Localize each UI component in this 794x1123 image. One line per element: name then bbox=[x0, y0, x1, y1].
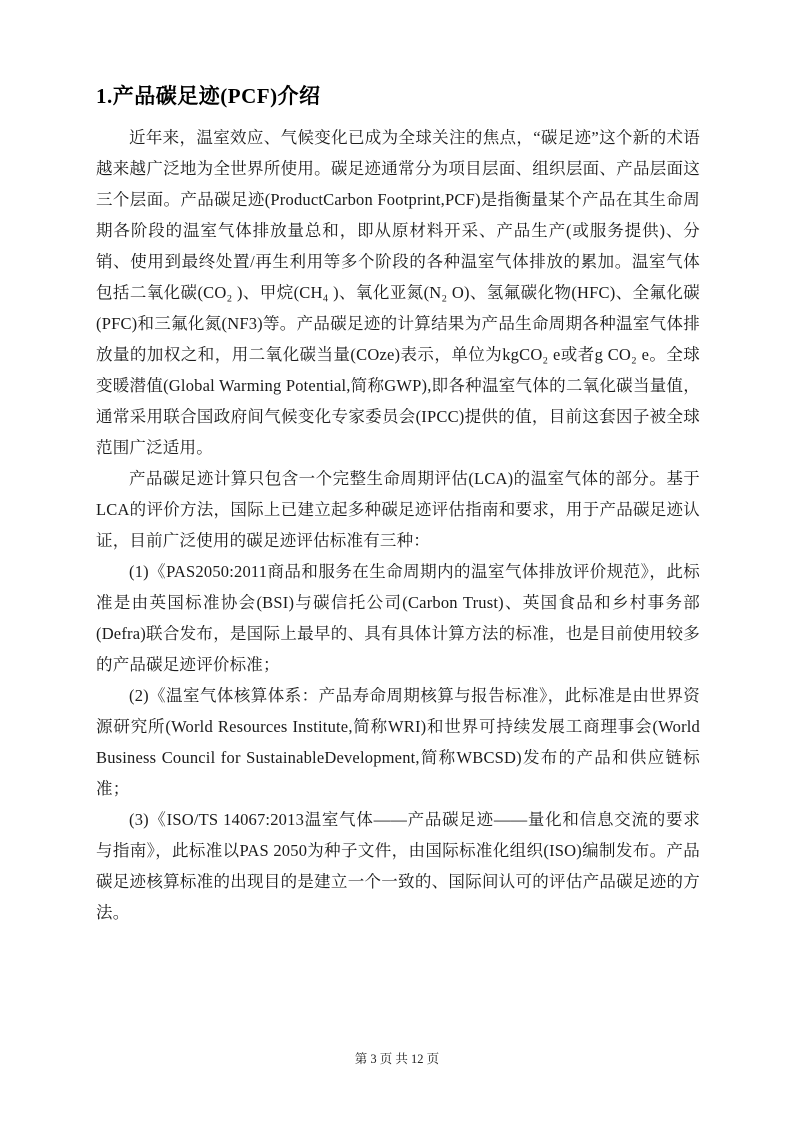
page-footer bbox=[0, 1049, 794, 1067]
paragraph: (1)《PAS2050:2011商品和服务在生命周期内的温室气体排放评价规范》，此标准是由英国标准协会(BSI)与碳信托公司(Carbon Trust)、英国食品和乡村事务部(Defra)联合发布，是国际上最早的、具有具体计算方法的标准，也是目前使用较多的产品碳足迹评价标准； bbox=[96, 562, 700, 674]
paragraph: (2)《温室气体核算体系：产品寿命周期核算与报告标准》，此标准是由世界资源研究所(World Resources Institute,简称WRI)和世界可持续发展工商理事会(World Business Council for SustainableDevelopment,简称WBCSD)发布的产品和供应链标准； bbox=[96, 686, 700, 798]
paragraph: 产品碳足迹计算只包含一个完整生命周期评估(LCA)的温室气体的部分。基于LCA的评价方法，国际上已建立起多种碳足迹评估指南和要求，用于产品碳足迹认证，目前广泛使用的碳足迹评估标准有三种： bbox=[96, 469, 700, 550]
paragraph: (3)《ISO/TS 14067:2013温室气体——产品碳足迹——量化和信息交流的要求与指南》，此标准以PAS 2050为种子文件，由国际标准化组织(ISO)编制发布。产品碳足迹核算标准的出现目的是建立一个一致的、国际间认可的评估产品碳足迹的方法。 bbox=[96, 810, 700, 922]
page-content bbox=[96, 82, 700, 928]
page-number-text: 第 3 页 共 12 页 bbox=[354, 1052, 440, 1066]
paragraph: 近年来，温室效应、气候变化已成为全球关注的焦点，“碳足迹”这个新的术语越来越广泛地为全世界所使用。碳足迹通常分为项目层面、组织层面、产品层面这三个层面。产品碳足迹(ProductCarbon Footprint,PCF)是指衡量某个产品在其生命周期各阶段的温室气体排放量总和，即从原材料开采、产品生产(或服务提供)、分销、使用到最终处置/再生利用等多个阶段的各种温室气体排放的累加。温室气体包括二氧化碳(CO₂ )、甲烷(CH₄ )、氧化亚氮(N₂ O)、氢氟碳化物(HFC)、全氟化碳(PFC)和三氟化氮(NF3)等。产品碳足迹的计算结果为产品生命周期各种温室气体排放量的加权之和，用二氧化碳当量(COze)表示，单位为kgCO₂ e或者g CO₂ e。全球变暖潜值(Global Warming Potential,简称GWP),即各种温室气体的二氧化碳当量值，通常采用联合国政府间气候变化专家委员会(IPCC)提供的值，目前这套因子被全球范围广泛适用。 bbox=[96, 128, 700, 457]
section-heading: 1.产品碳足迹(PCF)介绍 bbox=[96, 84, 321, 108]
body-paragraphs bbox=[96, 122, 700, 928]
